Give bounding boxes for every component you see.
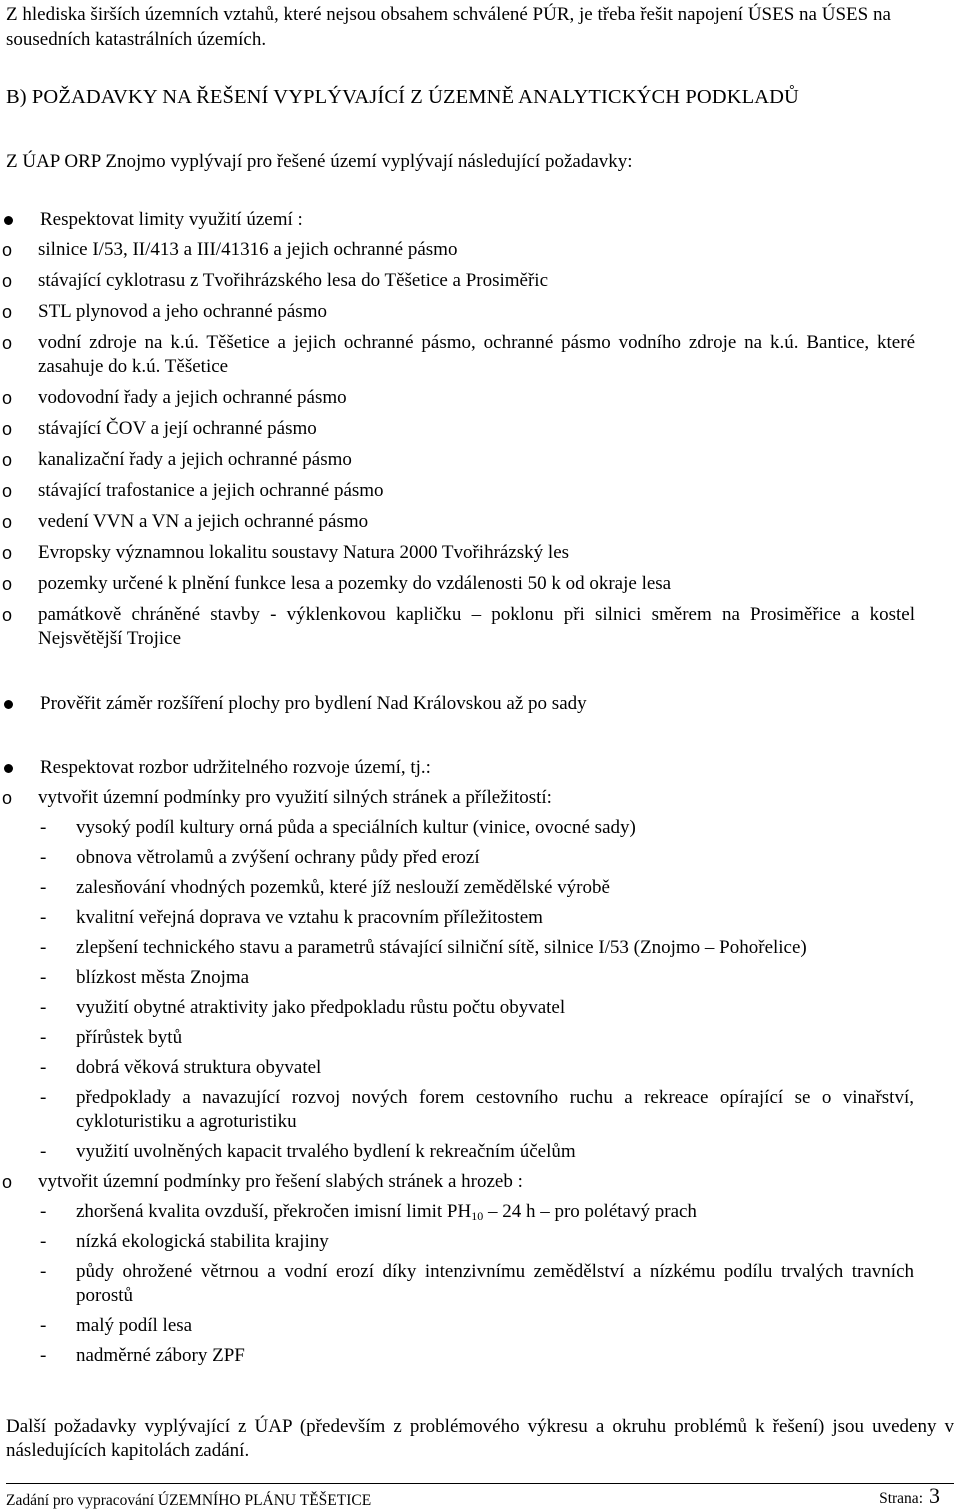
list-item: - obnova větrolamů a zvýšení ochrany půdy před erozí — [40, 847, 480, 868]
circle-bullet-icon: o — [2, 388, 13, 408]
list-item: - vysoký podíl kultury orná půda a speciálních kultur (vinice, ovocné sady) — [40, 817, 636, 838]
list-item: - zalesňování vhodných pozemků, které jíž neslouží zemědělské výrobě — [40, 877, 610, 898]
circle-bullet-icon: o — [2, 512, 13, 532]
bullet-title: Respektovat limity využití území : — [40, 209, 303, 230]
circle-bullet-icon: o — [2, 240, 13, 260]
list-item: o vodní zdroje na k.ú. Těšetice a jejich ochranné pásmo, ochranné pásmo vodního zdroje na k.ú. Bantice, které zasahuje do k.ú. Těšetice — [2, 332, 915, 377]
bullet-section-sustainability — [0, 756, 960, 1368]
page-label: Strana: — [879, 1490, 923, 1507]
page-indicator — [879, 1483, 940, 1509]
list-item: - využití uvolněných kapacit trvalého bydlení k rekreačním účelům — [40, 1141, 576, 1162]
bullet-section-housing — [0, 692, 960, 716]
list-item: o vytvořit územní podmínky pro řešení slabých stránek a hrozeb : — [2, 1171, 523, 1192]
closing-paragraph: Další požadavky vyplývající z ÚAP (především z problémového výkresu a okruhu problémů k řešení) jsou uvedeny v následujících kapitolách zadání. — [6, 1416, 954, 1461]
list-item: o stávající cyklotrasu z Tvořihrázského lesa do Těšetice a Prosiměřic — [2, 270, 549, 291]
lead-paragraph: Z ÚAP ORP Znojmo vyplývají pro řešené území vyplývají následující požadavky: — [6, 151, 633, 172]
circle-bullet-icon: o — [2, 788, 13, 808]
weaknesses-list — [0, 1200, 960, 1368]
bullet-item — [0, 208, 960, 232]
list-item: o Evropsky významnou lokalitu soustavy Natura 2000 Tvořihrázský les — [2, 542, 570, 563]
circle-bullet-icon: o — [2, 333, 13, 353]
intro-paragraph: Z hlediska širších územních vztahů, které nejsou obsahem schválené PÚR, je třeba řešit napojení ÚSES na ÚSES na sousedních katastrálních územích. — [6, 4, 891, 50]
circle-bullet-icon: o — [2, 302, 13, 322]
list-item: - využití obytné atraktivity jako předpokladu růstu počtu obyvatel — [40, 997, 566, 1018]
list-item: o kanalizační řady a jejich ochranné pásmo — [2, 449, 352, 470]
list-item: o stávající trafostanice a jejich ochranné pásmo — [2, 480, 384, 501]
list-item: - kvalitní veřejná doprava ve vztahu k pracovním příležitostem — [40, 907, 543, 928]
footer-title: Zadání pro vypracování ÚZEMNÍHO PLÁNU TĚŠETICE — [6, 1492, 372, 1509]
bullet-title: Prověřit záměr rozšíření plochy pro bydlení Nad Královskou až po sady — [40, 693, 587, 714]
list-item: o vytvořit územní podmínky pro využití silných stránek a příležitostí: — [2, 787, 552, 808]
list-item: - předpoklady a navazující rozvoj nových forem cestovního ruchu a rekreace opírající se o vinařství, cykloturistiku a agroturistiku — [40, 1087, 914, 1132]
circle-bullet-icon: o — [2, 450, 13, 470]
bullet-icon — [4, 700, 13, 709]
circle-bullet-icon: o — [2, 574, 13, 594]
bullet-icon — [4, 216, 13, 225]
bullet-title: Respektovat rozbor udržitelného rozvoje území, tj.: — [40, 757, 431, 778]
list-item: - dobrá věková struktura obyvatel — [40, 1057, 322, 1078]
conditions-list — [0, 786, 960, 810]
circle-bullet-icon: o — [2, 419, 13, 439]
circle-bullet-icon: o — [2, 605, 13, 625]
strengths-list — [0, 816, 960, 1164]
bullet-section-limits — [0, 208, 960, 651]
list-item: o stávající ČOV a její ochranné pásmo — [2, 418, 317, 439]
list-item: o silnice I/53, II/413 a III/41316 a jejich ochranné pásmo — [2, 239, 458, 260]
limits-list — [0, 238, 960, 651]
list-item: - zhoršená kvalita ovzduší, překročen imisní limit $PH_{10} - 24$ h – pro polétavý prach — [40, 1201, 697, 1223]
conditions-list-2 — [0, 1170, 960, 1194]
circle-bullet-icon: o — [2, 271, 13, 291]
bullet-item — [0, 692, 960, 716]
list-item: o vodovodní řady a jejich ochranné pásmo — [2, 387, 347, 408]
footer-divider — [6, 1483, 954, 1484]
list-item: - přírůstek bytů — [40, 1027, 183, 1048]
list-item: - zlepšení technického stavu a parametrů stávající silniční sítě, silnice I/53 (Znojmo – Pohořelice) — [40, 937, 807, 958]
bullet-icon — [4, 764, 13, 773]
circle-bullet-icon: o — [2, 1172, 13, 1192]
circle-bullet-icon: o — [2, 481, 13, 501]
circle-bullet-icon: o — [2, 543, 13, 563]
list-item: - nízká ekologická stabilita krajiny — [40, 1231, 329, 1252]
list-item: - blízkost města Znojma — [40, 967, 250, 988]
page-number: 3 — [929, 1483, 940, 1508]
list-item: - malý podíl lesa — [40, 1315, 193, 1336]
list-item: o pozemky určené k plnění funkce lesa a pozemky do vzdálenosti 50 k od okraje lesa — [2, 573, 672, 594]
list-item: o památkově chráněné stavby - výklenkovou kapličku – poklonu při silnici směrem na Prosiměřice a kostel Nejsvětější Trojice — [2, 604, 915, 649]
list-item: - nadměrné zábory ZPF — [40, 1345, 245, 1366]
bullet-item — [0, 756, 960, 780]
list-item: - půdy ohrožené větrnou a vodní erozí díky intenzivnímu zemědělství a nízkému podílu trvalých travních porostů — [40, 1261, 914, 1306]
section-heading: B) POŽADAVKY NA ŘEŠENÍ VYPLÝVAJÍCÍ Z ÚZEMNĚ ANALYTICKÝCH PODKLADŮ — [6, 86, 799, 108]
list-item: o STL plynovod a jeho ochranné pásmo — [2, 301, 327, 322]
list-item: o vedení VVN a VN a jejich ochranné pásmo — [2, 511, 369, 532]
